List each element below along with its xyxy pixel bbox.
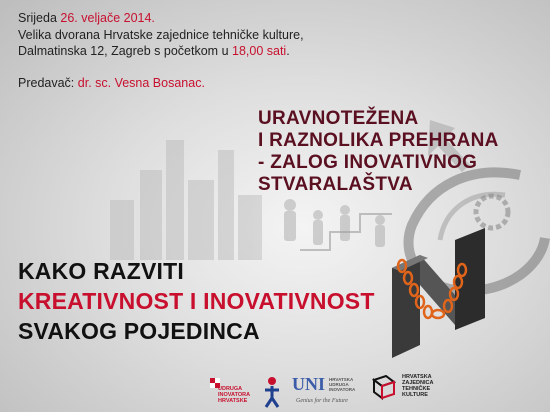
uni-mark: UNI	[292, 374, 326, 394]
main-title-line-1: KAKO RAZVITI	[18, 258, 184, 284]
hztk-logo: HRVATSKA ZAJEDNICA TEHNIČKE KULTURE	[370, 372, 433, 400]
headline-line-3: - ZALOG INOVATIVNOG	[258, 152, 478, 173]
event-date: 26. veljače 2014.	[60, 11, 155, 25]
event-date-line	[18, 10, 304, 27]
main-title-line-2: KREATIVNOST I INOVATIVNOST	[18, 288, 375, 314]
lecturer-label: Predavač:	[18, 75, 78, 90]
city-skyline-icon	[110, 140, 262, 260]
udruga-inovatora-logo: UDRUGA INOVATORA HRVATSKE	[210, 372, 250, 404]
lecturer-name: dr. sc. Vesna Bosanac.	[77, 75, 205, 90]
address-line: Dalmatinska 12, Zagreb s početkom u 18,00 sati.	[18, 44, 290, 58]
people-silhouettes-icon	[284, 199, 385, 247]
uni-tagline: Genius for the Future	[296, 398, 348, 404]
lecturer-line	[18, 75, 304, 92]
headline-line-4: STVARALAŠTVA	[258, 174, 413, 195]
event-time: 18,00 sati	[232, 44, 287, 58]
headline-line-2: I RAZNOLIKA PREHRANA	[258, 130, 499, 151]
headline-line-1: URAVNOTEŽENA	[258, 108, 419, 129]
lecture-headline	[258, 108, 499, 196]
cube-icon	[370, 372, 398, 400]
gear-icon	[476, 196, 508, 228]
main-title	[18, 256, 375, 346]
uni-logo: UNI HRVATSKA UDRUGA INOVATORA	[292, 374, 356, 394]
address-text: Dalmatinska 12, Zagreb s početkom u	[18, 44, 232, 58]
main-title-line-3: SVAKOG POJEDINCA	[18, 318, 260, 344]
weekday: Srijeda	[18, 11, 61, 25]
venue-line: Velika dvorana Hrvatske zajednice tehničke kulture,	[18, 27, 304, 42]
figure-mark-icon	[262, 376, 282, 408]
sponsor-logos	[200, 370, 540, 410]
event-info	[18, 10, 304, 91]
